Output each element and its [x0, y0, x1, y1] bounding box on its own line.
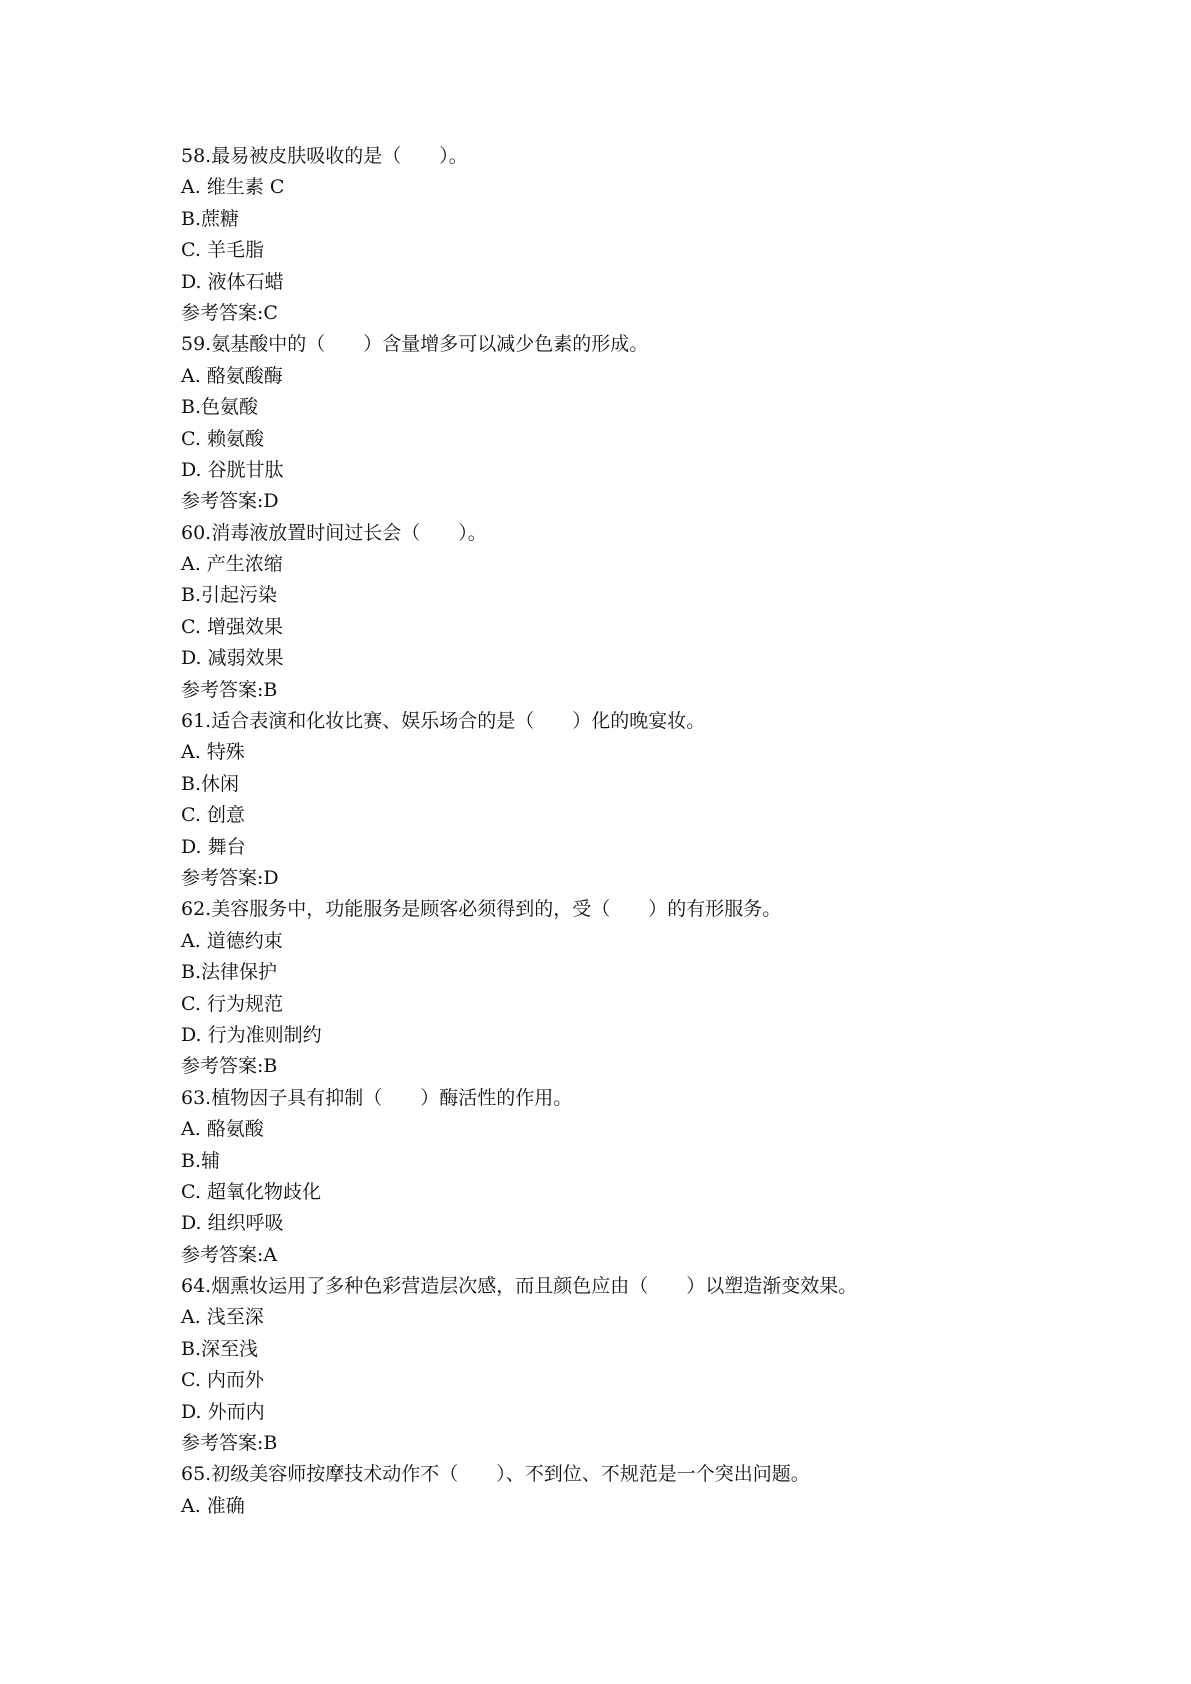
option-b: B.引起污染: [181, 584, 278, 607]
reference-answer: 参考答案:B: [181, 1055, 278, 1078]
option-a: A. 维生素 C: [181, 176, 285, 199]
reference-answer: 参考答案:D: [181, 490, 279, 513]
option-c: C. 内而外: [181, 1369, 264, 1392]
option-b: B.蔗糖: [181, 207, 240, 230]
option-d: D. 组织呼吸: [181, 1212, 284, 1235]
option-b: B.法律保护: [181, 961, 278, 984]
option-d: D. 外而内: [181, 1400, 265, 1423]
option-d: D. 液体石蜡: [181, 270, 284, 293]
option-c: C. 超氧化物歧化: [181, 1180, 321, 1203]
question-text: 65.初级美容师按摩技术动作不（ ）、不到位、不规范是一个突出问题。: [181, 1463, 810, 1486]
question-text: 61.适合表演和化妆比赛、娱乐场合的是（ ）化的晚宴妆。: [181, 710, 706, 733]
question-list: [181, 141, 1041, 1522]
option-c: C. 增强效果: [181, 615, 283, 638]
option-b: B.深至浅: [181, 1337, 259, 1360]
option-a: A. 特殊: [181, 741, 245, 764]
question-text: 63.植物因子具有抑制（ ）酶活性的作用。: [181, 1086, 573, 1109]
reference-answer: 参考答案:A: [181, 1243, 278, 1266]
option-a: A. 浅至深: [181, 1306, 264, 1329]
question-text: 64.烟熏妆运用了多种色彩营造层次感，而且颜色应由（ ）以塑造渐变效果。: [181, 1275, 858, 1298]
option-a: A. 酪氨酸酶: [181, 364, 283, 387]
option-a: A. 准确: [181, 1494, 245, 1517]
reference-answer: 参考答案:B: [181, 1432, 278, 1455]
question-text: 62.美容服务中，功能服务是顾客必须得到的，受（ ）的有形服务。: [181, 898, 782, 921]
option-b: B.辅: [181, 1149, 221, 1172]
question-text: 58.最易被皮肤吸收的是（ ）。: [181, 145, 468, 167]
option-d: D. 舞台: [181, 835, 246, 858]
option-b: B.色氨酸: [181, 396, 259, 419]
option-c: C. 行为规范: [181, 992, 283, 1015]
option-d: D. 行为准则制约: [181, 1023, 322, 1046]
reference-answer: 参考答案:B: [181, 678, 278, 701]
option-d: D. 谷胱甘肽: [181, 458, 284, 481]
option-d: D. 减弱效果: [181, 647, 284, 670]
reference-answer: 参考答案:D: [181, 866, 279, 889]
option-b: B.休闲: [181, 772, 240, 795]
option-a: A. 酪氨酸: [181, 1118, 264, 1141]
question-text: 59.氨基酸中的（ ）含量增多可以减少色素的形成。: [181, 333, 649, 356]
option-a: A. 产生浓缩: [181, 553, 283, 576]
option-c: C. 创意: [181, 804, 245, 827]
question-text: 60.消毒液放置时间过长会（ ）。: [181, 521, 487, 544]
option-a: A. 道德约束: [181, 929, 283, 952]
option-c: C. 赖氨酸: [181, 427, 264, 450]
option-c: C. 羊毛脂: [181, 239, 264, 262]
reference-answer: 参考答案:C: [181, 301, 278, 324]
